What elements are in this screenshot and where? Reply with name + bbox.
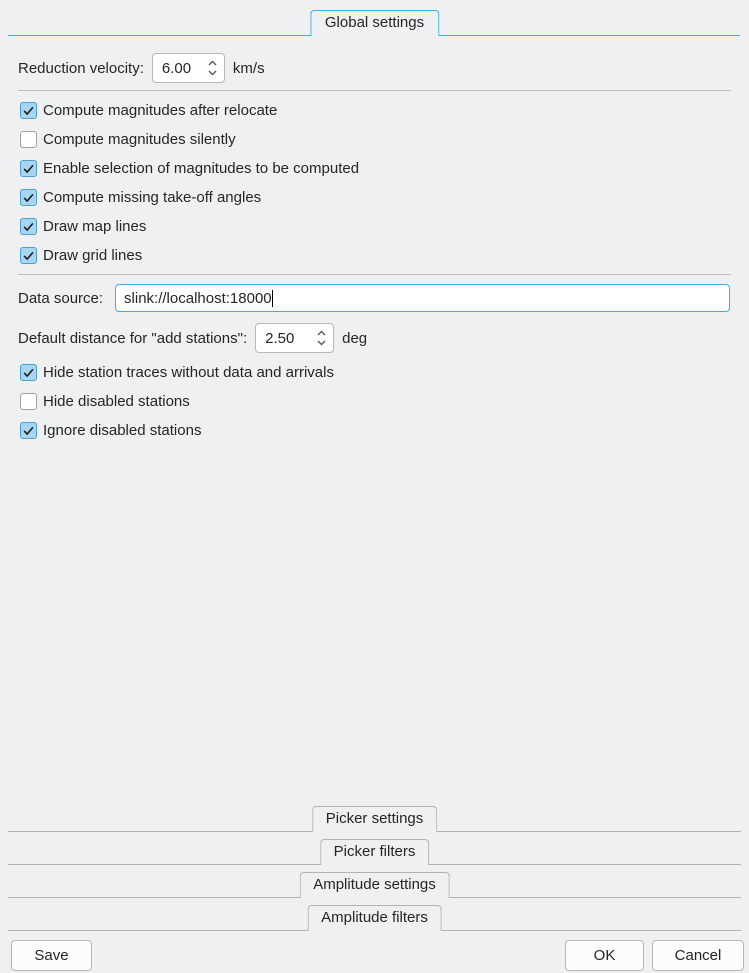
checkbox-row-compute-magnitudes-after-relocate[interactable] — [20, 96, 749, 125]
data-source-input[interactable] — [115, 284, 730, 312]
checkbox[interactable] — [20, 131, 37, 148]
checkbox-row-draw-grid-lines[interactable] — [20, 241, 749, 270]
checkbox[interactable] — [20, 247, 37, 264]
data-source-value: slink://localhost:18000 — [124, 289, 272, 307]
check-icon — [21, 102, 36, 119]
spinner-arrows-icon[interactable] — [207, 57, 218, 79]
checkbox-label: Hide disabled stations — [43, 393, 190, 410]
collapsed-tab-row — [0, 865, 749, 898]
tab-amplitude-filters[interactable]: Amplitude filters — [307, 905, 442, 931]
tab-global-settings[interactable]: Global settings — [310, 10, 439, 36]
checkbox-label: Ignore disabled stations — [43, 422, 202, 439]
default-distance-label: Default distance for "add stations": — [18, 329, 248, 347]
checkbox-label: Draw map lines — [43, 218, 147, 235]
default-distance-row — [18, 323, 749, 353]
check-icon — [21, 218, 36, 235]
spinner-arrows-icon[interactable] — [316, 327, 327, 349]
reduction-velocity-spinbox[interactable] — [152, 53, 225, 83]
tab-amplitude-settings[interactable]: Amplitude settings — [299, 872, 450, 898]
separator — [18, 274, 731, 275]
separator — [18, 90, 731, 91]
checkbox[interactable] — [20, 160, 37, 177]
default-distance-spinbox[interactable] — [255, 323, 334, 353]
text-caret — [272, 290, 273, 307]
reduction-velocity-label: Reduction velocity: — [18, 59, 144, 77]
check-icon — [21, 247, 36, 264]
checkbox[interactable] — [20, 364, 37, 381]
checkbox-label: Draw grid lines — [43, 247, 143, 264]
checkbox[interactable] — [20, 102, 37, 119]
checkbox-row-compute-magnitudes-silently[interactable] — [20, 125, 749, 154]
tab-picker-filters[interactable]: Picker filters — [320, 839, 430, 865]
ok-button[interactable]: OK — [565, 940, 644, 971]
checkbox[interactable] — [20, 393, 37, 410]
checkbox-row-compute-missing-take-off-angles[interactable] — [20, 183, 749, 212]
default-distance-value[interactable]: 2.50 — [265, 329, 295, 347]
footer-button-bar — [0, 931, 749, 973]
data-source-row — [18, 284, 730, 312]
tab-picker-settings[interactable]: Picker settings — [312, 806, 438, 832]
checkbox-row-draw-map-lines[interactable] — [20, 212, 749, 241]
checkbox[interactable] — [20, 218, 37, 235]
save-button[interactable]: Save — [11, 940, 92, 971]
check-icon — [21, 422, 36, 439]
checkbox-row-hide-disabled-stations[interactable] — [20, 387, 749, 416]
default-distance-unit: deg — [342, 329, 368, 347]
checkbox-label: Hide station traces without data and arrivals — [43, 364, 334, 381]
checkbox-row-ignore-disabled-stations[interactable] — [20, 416, 749, 445]
checkbox-label: Compute missing take-off angles — [43, 189, 262, 206]
checkbox[interactable] — [20, 422, 37, 439]
checkbox-label: Enable selection of magnitudes to be computed — [43, 160, 360, 177]
data-source-label: Data source: — [18, 289, 104, 307]
checkbox-label: Compute magnitudes silently — [43, 131, 236, 148]
reduction-velocity-row — [18, 53, 749, 83]
checkbox-row-enable-selection-of-magnitudes[interactable] — [20, 154, 749, 183]
collapsed-tab-row — [0, 832, 749, 865]
check-icon — [21, 364, 36, 381]
collapsed-tab-row — [0, 799, 749, 832]
compute-options-group — [20, 96, 749, 270]
collapsed-tab-row — [0, 898, 749, 931]
checkbox[interactable] — [20, 189, 37, 206]
checkbox-label: Compute magnitudes after relocate — [43, 102, 278, 119]
reduction-velocity-value[interactable]: 6.00 — [161, 59, 192, 77]
reduction-velocity-unit: km/s — [232, 59, 265, 77]
station-options-group — [20, 358, 749, 445]
content-spacer — [0, 445, 749, 799]
check-icon — [21, 160, 36, 177]
check-icon — [21, 189, 36, 206]
checkbox-row-hide-station-traces[interactable] — [20, 358, 749, 387]
cancel-button[interactable]: Cancel — [652, 940, 744, 971]
tab-bar — [0, 0, 749, 36]
